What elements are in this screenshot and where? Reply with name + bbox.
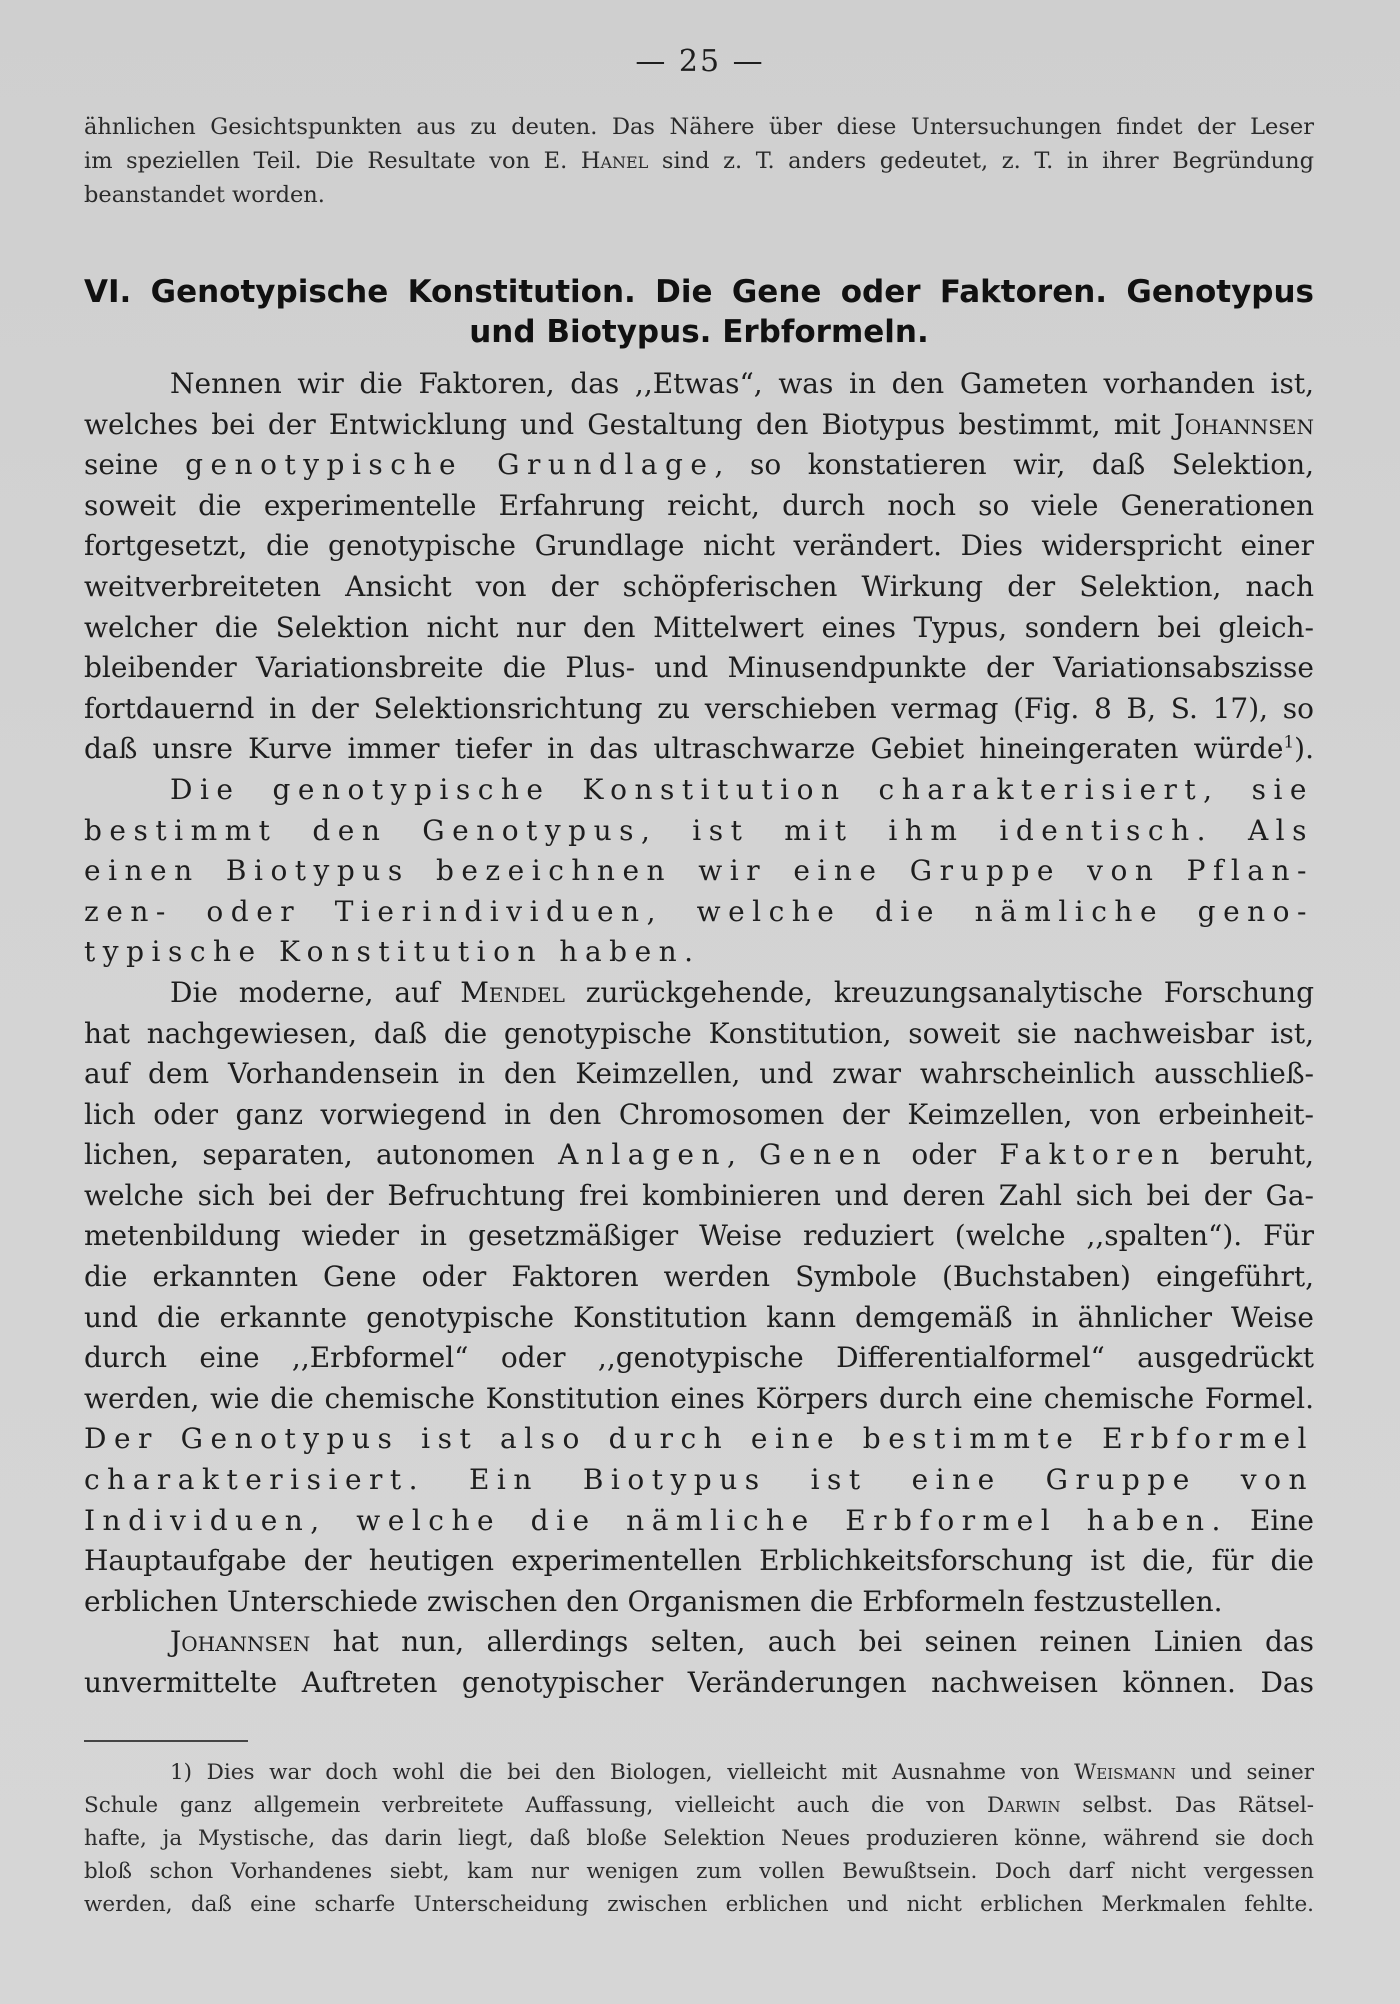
text-line: bloß schon Vorhandenes siebt, kam nur wenigen zum vollen Bewußtsein. Doch darf nicht vergessen <box>84 1859 1314 1884</box>
text-line: bleibender Variationsbreite die Plus- und Minusendpunkte der Variationsabszisse <box>84 651 1314 685</box>
text-line: fortdauernd in der Selektionsrichtung zu verschieben vermag (Fig. 8 B, S. 17), so <box>84 691 1314 725</box>
text-line: fortgesetzt, die genotypische Grundlage nicht verändert. Dies widerspricht einer <box>84 529 1314 563</box>
text-line: lichen, separaten, autonomen Anlagen, Genen oder Faktoren beruht, <box>84 1138 1314 1172</box>
footnote <box>84 1756 1314 1921</box>
page-number: — 25 — <box>635 44 765 79</box>
footnote-ref: 1 <box>1283 732 1295 753</box>
footnote-marker: 1) <box>170 1760 193 1785</box>
text-line: daß unsre Kurve immer tiefer in das ultraschwarze Gebiet hineingeraten würde$^1$). <box>84 732 1314 766</box>
text-line: durch eine ,,Erbformel“ oder ,,genotypische Differentialformel“ ausgedrückt <box>84 1341 1314 1375</box>
text-line: Individuen, welche die nämliche Erbformel haben. Eine <box>84 1503 1314 1537</box>
author-name: Johannsen <box>170 1625 311 1659</box>
text-line: einen Biotypus bezeichnen wir eine Gruppe von Pflan- <box>84 854 1314 888</box>
heading-line-2: und Biotypus. Erbformeln. <box>469 314 929 350</box>
text-line: hafte, ja Mystische, das darin liegt, daß bloße Selektion Neues produzieren könne, während sie doch <box>84 1826 1314 1851</box>
text-line: beanstandet worden. <box>84 182 325 208</box>
author-name: Mendel <box>460 975 565 1009</box>
text-line: im speziellen Teil. Die Resultate von E. Hanel sind z. T. anders gedeutet, z. T. in ihrer Begründung <box>84 148 1314 174</box>
body-text <box>84 364 1314 1704</box>
text-line: welche sich bei der Befruchtung frei kombinieren und deren Zahl sich bei der Ga- <box>84 1178 1314 1212</box>
text-line: hat nachgewiesen, daß die genotypische Konstitution, soweit sie nachweisbar ist, <box>84 1016 1314 1050</box>
text-line: 1) Dies war doch wohl die bei den Biologen, vielleicht mit Ausnahme von Weismann und seiner <box>170 1760 1315 1785</box>
text-line: werden, wie die chemische Konstitution eines Körpers durch eine chemische Formel. <box>84 1381 1314 1415</box>
text-line: ähnlichen Gesichtspunkten aus zu deuten. Das Nähere über diese Untersuchungen findet der Leser <box>84 114 1314 140</box>
text-line: Die moderne, auf Mendel zurückgehende, kreuzungsanalytische Forschung <box>170 975 1314 1009</box>
text-line: unvermittelte Auftreten genotypischer Veränderungen nachweisen können. Das <box>84 1666 1314 1699</box>
text-line: seine genotypische Grundlage, so konstatieren wir, daß Selektion, <box>84 448 1315 482</box>
text-line: Der Genotypus ist also durch eine bestimmte Erbformel <box>84 1422 1314 1456</box>
text-line: auf dem Vorhandensein in den Keimzellen, und zwar wahrscheinlich ausschließ- <box>84 1057 1314 1091</box>
text-line: welches bei der Entwicklung und Gestaltung den Biotypus bestimmt, mit Johannsen <box>84 407 1314 441</box>
text-line: zen- oder Tierindividuen, welche die nämliche geno- <box>84 894 1314 928</box>
text-line: Die genotypische Konstitution charakterisiert, sie <box>170 772 1314 806</box>
text-line: und die erkannte genotypische Konstitution kann demgemäß in ähnlicher Weise <box>84 1300 1314 1334</box>
text-line: Nennen wir die Faktoren, das ,,Etwas“, was in den Gameten vorhanden ist, <box>170 367 1314 400</box>
author-name: Darwin <box>986 1793 1061 1818</box>
text-line: Hauptaufgabe der heutigen experimentellen Erblichkeitsforschung ist die, für die <box>84 1544 1314 1578</box>
text-line: welcher die Selektion nicht nur den Mittelwert eines Typus, sondern bei gleich- <box>84 610 1314 644</box>
text-line: bestimmt den Genotypus, ist mit ihm identisch. Als <box>84 813 1314 847</box>
section-heading <box>84 272 1314 352</box>
text-line: werden, daß eine scharfe Unterscheidung zwischen erblichen und nicht erblichen Merkmalen fehlte. <box>84 1892 1314 1917</box>
intro-paragraph <box>84 110 1314 212</box>
text-line: die erkannten Gene oder Faktoren werden Symbole (Buchstaben) eingeführt, <box>84 1260 1314 1294</box>
footnote-rule <box>84 1740 248 1742</box>
text-line: metenbildung wieder in gesetzmäßiger Weise reduziert (welche ,,spalten“). Für <box>84 1219 1314 1253</box>
text-line: Johannsen hat nun, allerdings selten, auch bei seinen reinen Linien das <box>170 1625 1314 1659</box>
author-name: Hanel <box>580 148 649 174</box>
heading-line-1: VI. Genotypische Konstitution. Die Gene oder Faktoren. Genotypus <box>84 274 1314 310</box>
text-line: soweit die experimentelle Erfahrung reicht, durch noch so viele Generationen <box>84 488 1314 522</box>
author-name: Johannsen <box>1173 407 1314 441</box>
text-line: typische Konstitution haben. <box>84 935 701 969</box>
author-name: Weismann <box>1074 1760 1176 1785</box>
text-line: charakterisiert. Ein Biotypus ist eine Gruppe von <box>84 1463 1314 1497</box>
text-line: lich oder ganz vorwiegend in den Chromosomen der Keimzellen, von erbeinheit- <box>84 1097 1314 1131</box>
spaced-term: genotypische Grundlage <box>185 448 715 482</box>
text-line: weitverbreiteten Ansicht von der schöpferischen Wirkung der Selektion, nach <box>84 569 1314 603</box>
text-line: erblichen Unterschiede zwischen den Organismen die Erbformeln festzustellen. <box>84 1584 1223 1618</box>
text-line: Schule ganz allgemein verbreitete Auffassung, vielleicht auch die von Darwin selbst. Das Rätsel- <box>84 1793 1314 1818</box>
